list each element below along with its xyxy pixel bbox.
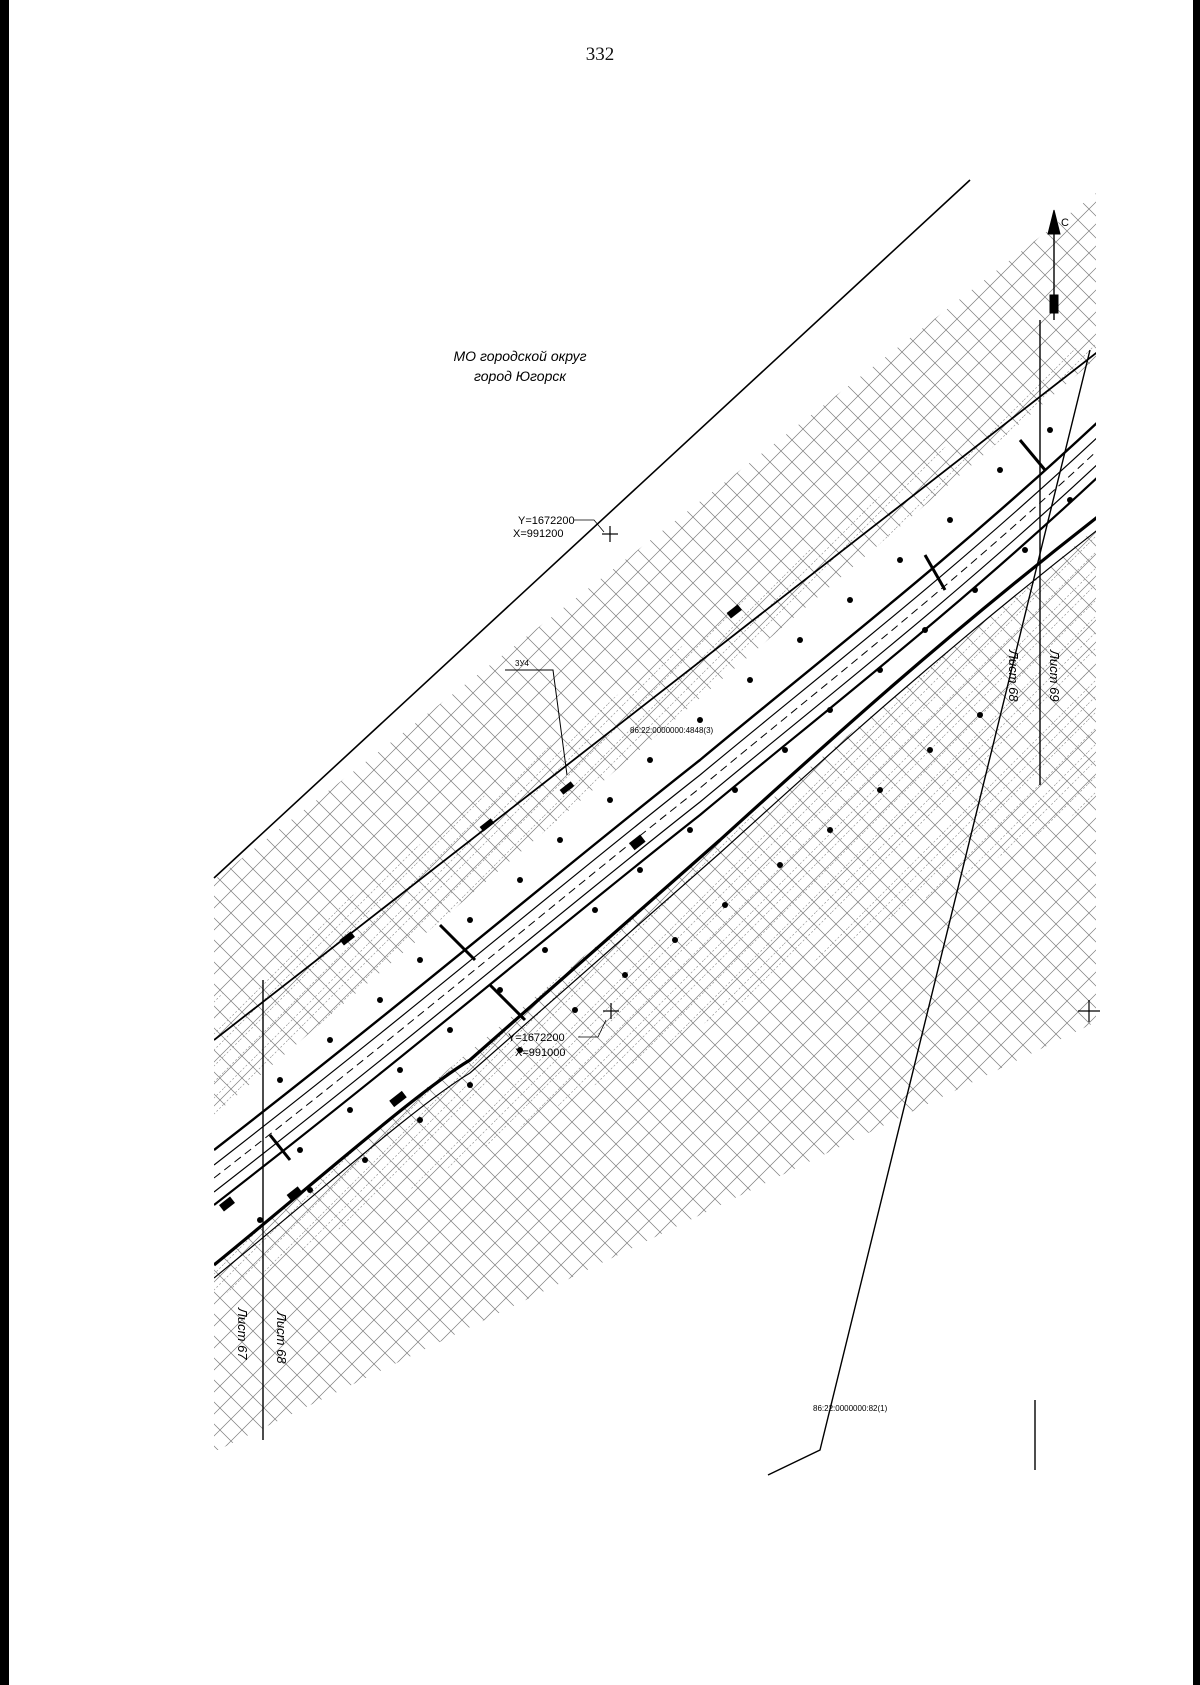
cadastral-bottom-label: 86:22:0000000:82(1) — [813, 1404, 888, 1413]
page-number: 332 — [585, 44, 615, 65]
coord-bottom-y: Y=1672200 — [508, 1032, 565, 1044]
district-label-line2: город Югорск — [474, 368, 566, 384]
sheet-69-label: Лист 69 — [1047, 650, 1062, 702]
parcel-label: 3У4 — [515, 659, 529, 668]
sheet-68-right-label: Лист 68 — [1006, 650, 1021, 702]
sheet-68-label: Лист 68 — [274, 1312, 289, 1364]
north-arrow-label: С — [1061, 217, 1069, 229]
coord-top-x: X=991200 — [513, 528, 564, 540]
coord-bottom-x: X=991000 — [515, 1047, 566, 1059]
district-label-line1: МО городской округ — [453, 348, 587, 364]
cadastral-main-label: 86:22:0000000:4848(3) — [630, 726, 714, 735]
sheet-67-label: Лист 67 — [235, 1308, 250, 1360]
coord-top-y: Y=1672200 — [518, 515, 575, 527]
coord-cross-top — [602, 526, 618, 542]
